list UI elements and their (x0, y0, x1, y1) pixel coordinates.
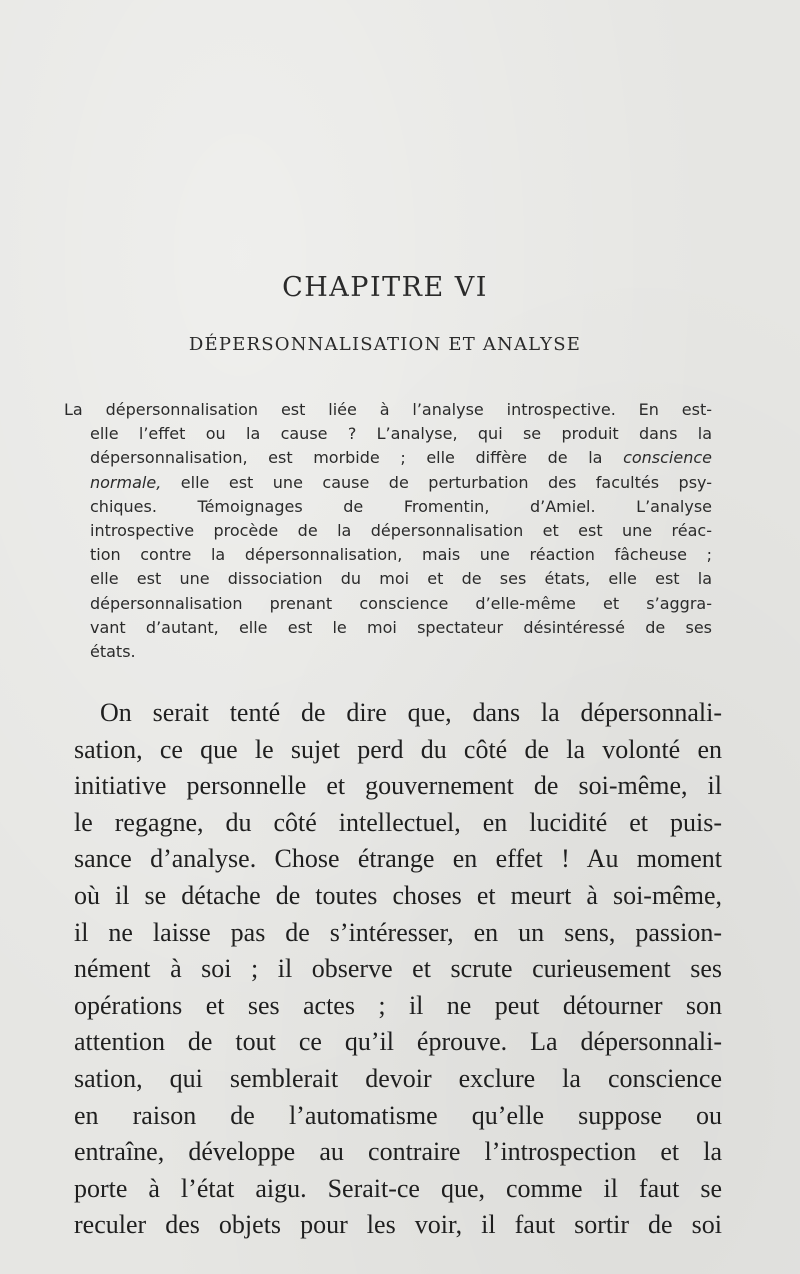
summary-line: elle est une dissociation du moi et de ses états, elle est la (90, 569, 712, 589)
body-line: opérations et ses actes ; il ne peut détourner son (74, 990, 722, 1020)
body-line: où il se détache de toutes choses et meurt à soi-même, (74, 880, 722, 910)
summary-line: chiques. Témoignages de Fromentin, d’Amiel. L’analyse (90, 496, 712, 516)
summary-line: dépersonnalisation prenant conscience d’elle-même et s’aggra- (90, 593, 712, 613)
body-line: le regagne, du côté intellectuel, en lucidité et puis- (74, 807, 722, 837)
body-line: reculer des objets pour les voir, il faut sortir de soi (74, 1210, 722, 1240)
summary-line: vant d’autant, elle est le moi spectateur désintéressé de ses (90, 617, 712, 637)
chapter-summary (64, 398, 712, 664)
body-line: entraîne, développe au contraire l’introspection et la (74, 1137, 722, 1167)
summary-line (64, 446, 712, 470)
summary-text: elle est une cause de perturbation des facultés psy- (180, 472, 712, 492)
summary-line (64, 471, 712, 495)
body-line: porte à l’état aigu. Serait-ce que, comme il faut se (74, 1173, 722, 1203)
body-line: initiative personnelle et gouvernement de soi-même, il (74, 771, 722, 801)
body-line: en raison de l’automatisme qu’elle suppose ou (74, 1100, 722, 1130)
body-line: On serait tenté de dire que, dans la dépersonnali- (100, 698, 722, 727)
summary-line: états. (90, 641, 136, 661)
summary-italic: conscience (623, 448, 712, 468)
summary-italic: normale, (90, 472, 162, 492)
body-line: attention de tout ce qu’il éprouve. La dépersonnali- (74, 1027, 722, 1057)
summary-line: introspective procède de la dépersonnalisation et est une réac- (90, 520, 712, 540)
body-line: il ne laisse pas de s’intéresser, en un sens, passion- (74, 917, 722, 947)
body-line: sation, ce que le sujet perd du côté de la volonté en (74, 734, 722, 764)
summary-text: dépersonnalisation, est morbide ; elle diffère de la (90, 448, 603, 468)
body-line: sance d’analyse. Chose étrange en effet ! Au moment (74, 844, 722, 874)
body-line: sation, qui semblerait devoir exclure la conscience (74, 1063, 722, 1093)
chapter-title: CHAPITRE VI (282, 272, 488, 303)
body-line: nément à soi ; il observe et scrute curieusement ses (74, 954, 722, 984)
body-paragraph (74, 695, 722, 1244)
chapter-subtitle: DÉPERSONNALISATION ET ANALYSE (188, 334, 582, 355)
summary-line: La dépersonnalisation est liée à l’analyse introspective. En est- (64, 400, 712, 419)
summary-line: tion contre la dépersonnalisation, mais une réaction fâcheuse ; (90, 545, 712, 565)
summary-line: elle l’effet ou la cause ? L’analyse, qui se produit dans la (90, 424, 712, 444)
